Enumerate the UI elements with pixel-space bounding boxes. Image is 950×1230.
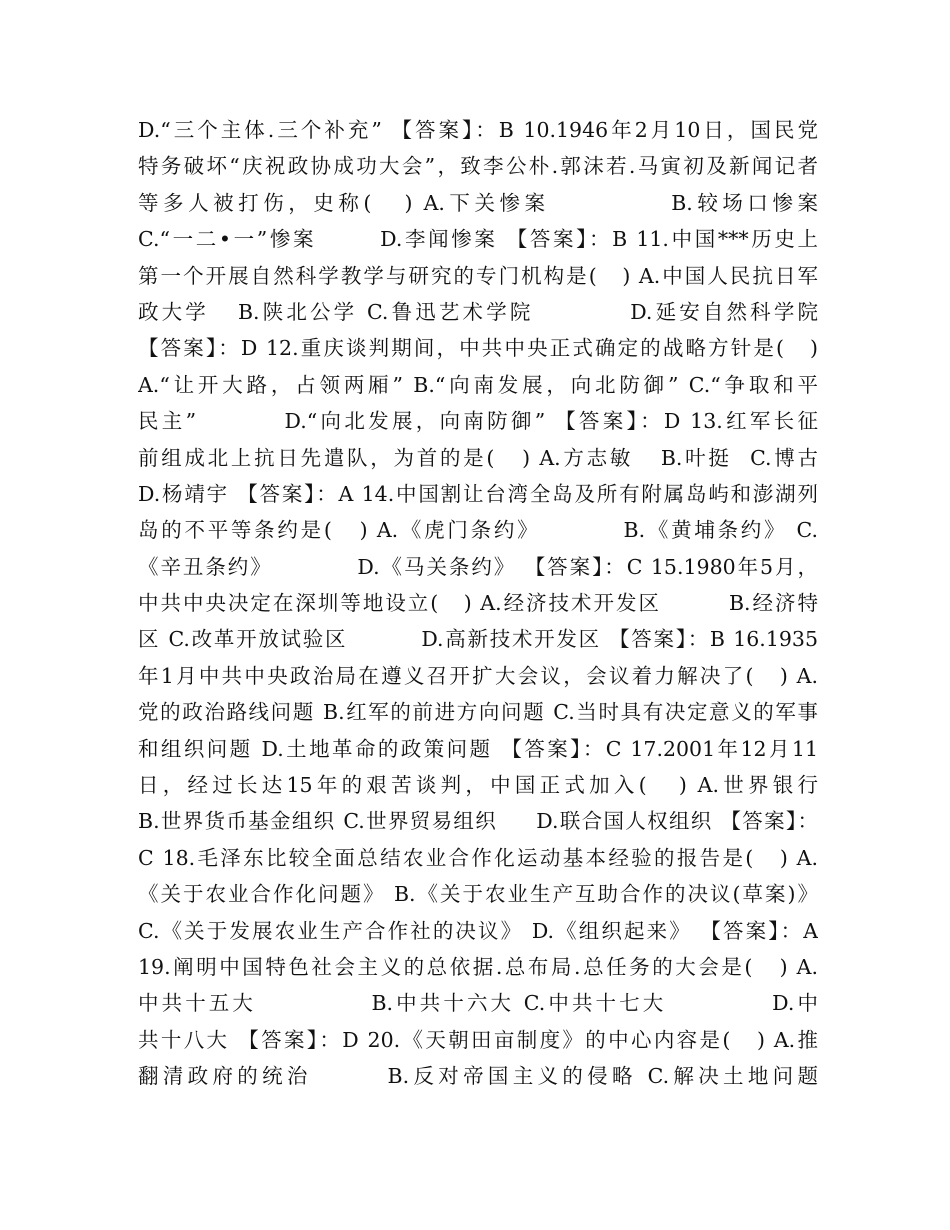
text-line: 中共中央决定在深圳等地设立( ) A.经济技术开发区 B.经济特	[138, 591, 818, 616]
text-line: C.《关于发展农业生产合作社的决议》 D.《组织起来》 【答案】：A	[138, 918, 818, 943]
text-line: 党的政治路线问题 B.红军的前进方向问题 C.当时具有决定意义的军事	[138, 700, 818, 725]
text-line: 等多人被打伤，史称( ) A.下关惨案 B.较场口惨案	[138, 190, 818, 215]
text-line: C 18.毛泽东比较全面总结农业合作化运动基本经验的报告是( ) A.	[138, 845, 818, 870]
text-line: 共十八大 【答案】：D 20.《天朝田亩制度》的中心内容是( ) A.推	[138, 1027, 818, 1052]
text-line: 《关于农业合作化问题》 B.《关于农业生产互助合作的决议(草案)》	[138, 882, 818, 907]
text-line: 政大学 B.陕北公学 C.鲁迅艺术学院 D.延安自然科学院	[138, 299, 818, 324]
text-line: 【答案】：D 12.重庆谈判期间，中共中央正式确定的战略方针是( )	[138, 336, 818, 361]
text-line: D.“三个主体.三个补充” 【答案】：B 10.1946年2月10日，国民党	[138, 118, 818, 142]
text-line: A.“让开大路，占领两厢” B.“向南发展，向北防御” C.“争取和平	[138, 372, 818, 397]
text-line: 年1月中共中央政治局在遵义召开扩大会议，会议着力解决了( ) A.	[138, 663, 818, 688]
text-line: 翻清政府的统治 B.反对帝国主义的侵略 C.解决土地问题	[138, 1064, 818, 1089]
text-line: D.杨靖宇 【答案】：A 14.中国割让台湾全岛及所有附属岛屿和澎湖列	[138, 481, 818, 506]
text-line: C.“一二•一”惨案 D.李闻惨案 【答案】：B 11.中国***历史上	[138, 227, 818, 252]
text-line: 民主” D.“向北发展，向南防御” 【答案】：D 13.红军长征	[138, 409, 818, 434]
exam-text-block	[138, 112, 818, 1095]
text-line: 和组织问题 D.土地革命的政策问题 【答案】：C 17.2001年12月11	[138, 736, 818, 761]
text-line: 岛的不平等条约是( ) A.《虎门条约》 B.《黄埔条约》 C.	[138, 518, 818, 543]
text-line: 日，经过长达15年的艰苦谈判，中国正式加入( ) A.世界银行	[138, 773, 818, 798]
text-line: B.世界货币基金组织 C.世界贸易组织 D.联合国人权组织 【答案】：	[138, 809, 818, 834]
text-line: 中共十五大 B.中共十六大 C.中共十七大 D.中	[138, 991, 818, 1016]
text-line: 19.阐明中国特色社会主义的总依据.总布局.总任务的大会是( ) A.	[138, 954, 818, 979]
text-line: 《辛丑条约》 D.《马关条约》 【答案】：C 15.1980年5月，	[138, 554, 818, 579]
text-line: 第一个开展自然科学教学与研究的专门机构是( ) A.中国人民抗日军	[138, 263, 818, 288]
text-line: 特务破坏“庆祝政协成功大会”，致李公朴.郭沫若.马寅初及新闻记者	[138, 154, 818, 179]
text-line: 区 C.改革开放试验区 D.高新技术开发区 【答案】：B 16.1935	[138, 627, 818, 652]
text-line: 前组成北上抗日先遣队，为首的是( ) A.方志敏 B.叶挺 C.博古	[138, 445, 818, 470]
